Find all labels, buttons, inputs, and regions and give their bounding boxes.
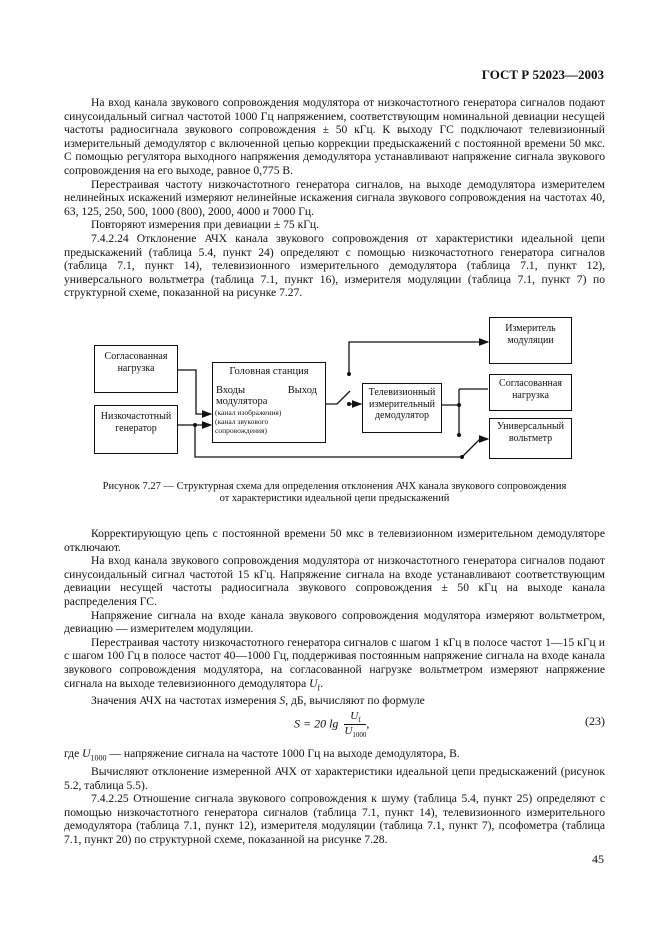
head-station-block xyxy=(212,362,326,443)
output-label: Выход xyxy=(287,385,317,396)
variable-subscript: 1000 xyxy=(90,753,107,763)
formula-comma: , xyxy=(366,716,370,731)
denominator xyxy=(344,725,366,739)
page-number: 45 xyxy=(592,852,604,866)
paragraph xyxy=(64,636,605,695)
punctuation: . xyxy=(320,676,324,690)
document-header: ГОСТ Р 52023—2003 xyxy=(481,67,604,82)
text-block-top xyxy=(64,96,605,300)
lf-generator-block xyxy=(94,405,178,454)
denominator-var: U xyxy=(344,725,353,738)
paragraph-text: , дБ, вычисляют по формуле xyxy=(285,694,425,708)
numerator-var: U xyxy=(350,710,359,722)
caption-line: Рисунок 7.27 — Структурная схема для определения отклонения АЧХ канала звукового сопровождения xyxy=(102,481,567,492)
paragraph: 7.4.2.24 Отклонение АЧХ канала звукового сопровождения от характеристики идеальной цепи предыскажений (таблица 5.4, пункт 24) определяют с помощью низкочастотного генератора сигналов (таблица 7.1, пункт 14), телевизионного измерительного демодулятора (таблица 7.1, пункт 12), универсального вольтметра (таблица 7.1, пункт 16), измерителя модуляции (таблица 7.1, пункт 7) по структурной схеме, показанной на рисунке 7.27. xyxy=(64,231,605,300)
variable-u: U xyxy=(309,676,318,690)
channel-labels xyxy=(215,408,285,435)
block-label: Универсальный вольтметр xyxy=(496,421,565,444)
variable-s: S xyxy=(279,694,286,708)
denominator-sub: 1000 xyxy=(352,731,367,740)
modulation-meter-block xyxy=(489,317,572,364)
formula-23 xyxy=(64,700,605,744)
head-station-title: Головная станция xyxy=(229,366,309,377)
matched-load-right-block xyxy=(489,374,572,411)
matched-load-left-block xyxy=(94,345,178,393)
text-block-bottom xyxy=(64,747,605,846)
equation-number: (23) xyxy=(585,714,605,728)
variable-u: U xyxy=(82,747,91,760)
numerator xyxy=(344,710,366,725)
caption-line: от характеристики идеальной цепи предыскажений xyxy=(219,493,450,504)
block-label: Измеритель модуляции xyxy=(505,323,556,346)
paragraph: Напряжение сигнала на входе канала звукового сопровождения модулятора измеряют вольтметром, девиацию — измерителем модуляции. xyxy=(64,608,605,636)
paragraph: Перестраивая частоту низкочастотного генератора сигналов, на выходе демодулятора измерителем нелинейных искажений измеряют нелинейные искажения сигнала звукового сопровождения на частотах 40, 63, 125, 250, 500, 1000 (800), 2000, 4000 и 7000 Гц. xyxy=(64,177,605,218)
tv-demodulator-block xyxy=(362,383,442,433)
block-label: Телевизионный измерительный демодулятор xyxy=(368,387,436,421)
text-block-middle xyxy=(64,527,605,708)
paragraph xyxy=(64,747,605,765)
variable-subscript: f xyxy=(317,682,321,692)
block-label: Согласованная нагрузка xyxy=(104,351,168,374)
block-label: Низкочастотный генератор xyxy=(100,411,172,434)
voltmeter-block xyxy=(489,418,572,459)
paragraph: Вычисляют отклонение измеренной АЧХ от характеристики идеальной цепи предыскажений (рисунок 5.2, таблица 5.5). xyxy=(64,764,605,792)
paragraph: Повторяют измерения при девиации ± 75 кГц. xyxy=(91,218,320,232)
video-channel-label: (канал изображения) xyxy=(215,408,282,417)
fraction xyxy=(344,710,366,739)
paragraph: Корректирующую цепь с постоянной времени 50 мкс в телевизионном измерительном демодуляторе отключают. xyxy=(64,527,605,554)
paragraph: На вход канала звукового сопровождения модулятора от низкочастотного генератора сигналов подают синусоидальный сигнал частотой 15 кГц. Напряжение сигнала на входе устанавливают соответствующим девиации несущей частоты радиосигнала звукового сопровождения ± 50 кГц на выходе канала распределения ГС. xyxy=(64,554,605,608)
modulator-inputs-label: Входы модулятора xyxy=(216,385,268,407)
paragraph: На вход канала звукового сопровождения модулятора от низкочастотного генератора сигналов подают синусоидальный сигнал частотой 1000 Гц напряжением, соответствующим номинальной девиации несущей частоты радиосигнала звукового сопровождения ± 50 кГц. К выходу ГС подключают телевизионный измерительный демодулятор с включенной цепью коррекции предыскажений с постоянной времени 50 мкс. С помощью регулятора выходного напряжения демодулятора устанавливают напряжение сигнала звукового сопровождения на его выходе, равное 0,775 В. xyxy=(64,96,605,177)
formula-lhs: S = 20 lg xyxy=(294,716,339,731)
paragraph-text: — напряжение сигнала на частоте 1000 Гц на выходе демодулятора, В. xyxy=(106,747,460,760)
paragraph: 7.4.2.25 Отношение сигнала звукового сопровождения к шуму (таблица 5.4, пункт 25) определяют с помощью низкочастотного генератора сигналов (таблица 7.1, пункт 14), телевизионного измерительного демодулятора (таблица 7.1, пункт 12), измерителя модуляции (таблица 7.1, пункт 7), псофометра (таблица 7.1, пункт 20) по структурной схеме, показанной на рисунке 7.28. xyxy=(64,792,605,846)
numerator-sub: f xyxy=(358,716,361,725)
paragraph-text: Перестраивая частоту низкочастотного генератора сигналов с шагом 1 кГц в полосе частот 1—15 кГц и с шагом 100 Гц в полосе частот 40—1000 Гц, поддерживая постоянным напряжение сигнала на входе канала звукового сопровождения модулятора, на согласованной нагрузке вольтметром измеряют напряжение сигнала на выходе телевизионного демодулятора xyxy=(64,635,605,690)
paragraph-text: где xyxy=(64,747,83,760)
audio-channel-label: (канал звукового сопровождения) xyxy=(215,417,269,435)
paragraph-text: Значения АЧХ на частотах измерения xyxy=(91,694,280,708)
formula-expression xyxy=(294,710,369,739)
figure-caption xyxy=(64,481,605,505)
block-label: Согласованная нагрузка xyxy=(499,378,562,401)
